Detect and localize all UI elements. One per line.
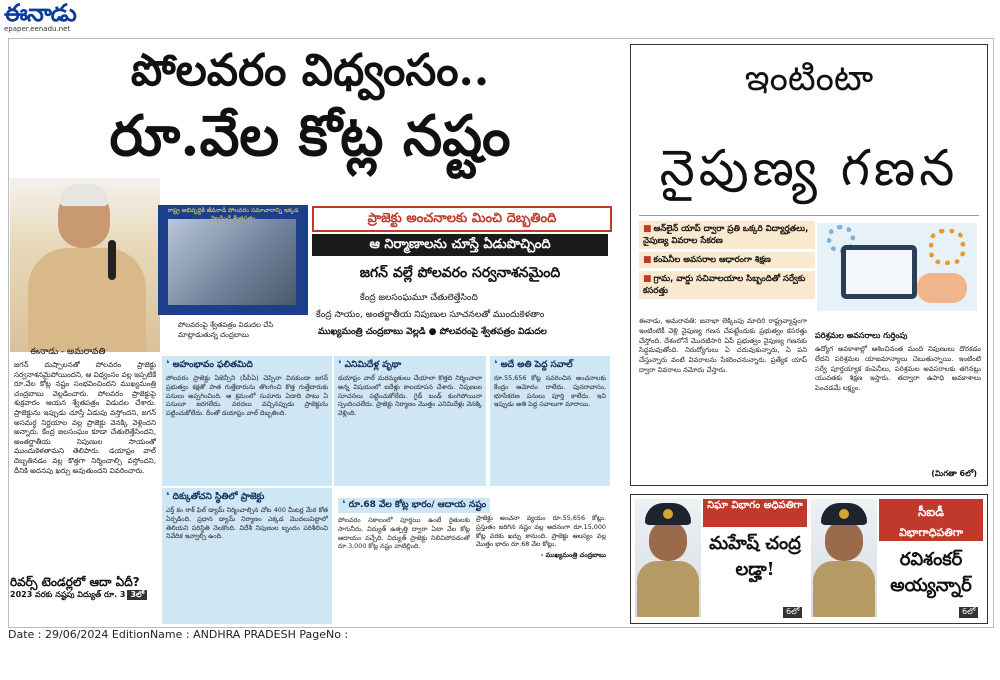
lead-bullet: ముఖ్యమంత్రి చంద్రబాబు వెల్లడి ● పోలవరంపై శ్వేతపత్రం విడుదల <box>318 327 547 337</box>
officer-role-tag: సీఐడీ <box>879 499 983 525</box>
masthead-url: epaper.eenadu.net <box>4 25 71 33</box>
panel-heading <box>166 359 253 372</box>
panel-heading-text: దిక్కుతోచని స్థితిలో ప్రాజెక్టు <box>172 492 265 502</box>
skill-census-continued: (మిగతా 6లో) <box>931 469 977 478</box>
officer-name: మహేష్ చంద్ర లడ్హా! <box>709 533 801 580</box>
story-panel[interactable] <box>490 356 610 486</box>
officer-name: రవిశంకర్ అయ్యన్నార్ <box>890 549 972 596</box>
masthead <box>4 2 94 32</box>
skill-census-title-line2: నైపుణ్య గణన <box>659 139 959 197</box>
microphone-icon <box>108 240 116 280</box>
skill-census-body-col2: ఉద్యోగ అవకాశాల్లో ఆశించినంత మంది నిపుణులు దొరకడం లేదని పరిశ్రమల యాజమాన్యాలు చెబుతున్నాయి. ఇంటింటి సర్వే పూర్తయ్యాక కంపెనీలు, పరిశ్రమల అవసరాలకు తగినట్లు యువతకు శిక్షణ ఇస్తారు. తద్వారా ఉపాధి అవకాశాలు పెంచడమే లక్ష్యం. <box>815 345 981 393</box>
panel-body: డయాఫ్రం వాల్ మరమ్మతులు చేయాలా కొత్తది నిర్మించాలా అన్న విషయంలో ఐదేళ్లు కాలయాపన చేశారు. నిపుణుల సూచనలు పట్టించుకోలేదు. గైడ్ బండ్ కుంగిపోయినా స్పందించలేదు. ప్రాజెక్టు నిర్మాణం మొత్తం ఎనిమిదేళ్లు వెనక్కి వెళ్లింది. <box>338 374 482 418</box>
photo-shape <box>825 521 863 561</box>
skill-census-body-col1: ఈనాడు, అమరావతి: జనాభా లెక్కింపు మాదిరి రాష్ట్రవ్యాప్తంగా ఇంటింటికీ వెళ్లి నైపుణ్య గణన చేపట్టేందుకు ప్రభుత్వం కసరత్తు చేస్తోంది. దేశంలోనే మొదటిసారి ఏపీ ప్రభుత్వం నైపుణ్య గణనకు సిద్ధమవుతోంది. నిరుద్యోగులు ఏ చదువుకున్నారు, ఏ పని చేస్తున్నారు వంటి వివరాలను సేకరించనున్నారు. ప్రత్యేక యాప్ ద్వారా వివరాలు నమోదు చేస్తారు. <box>639 317 807 374</box>
divider <box>639 215 979 216</box>
dateline: ఈనాడు - అమరావతి <box>30 347 106 357</box>
bullet-dot-icon: ❛ <box>494 359 498 370</box>
edition-footer: Date : 29/06/2024 EditionName : ANDHRA PRADESH PageNo : <box>8 628 349 641</box>
panel-body-col2-text: ప్రాజెక్టు అంచనా వ్యయం రూ.55,656 కోట్లు. ప్రస్తుతం జరిగిన నష్టం వల్ల అదనంగా రూ.15,000 కోట్ల వరకు ఖర్చు కానుంది. ప్రాజెక్టు ఆలస్యం వల్ల మొత్తం భారం రూ.68 వేల కోట్లు. <box>476 514 606 549</box>
lead-body-text: జగన్ దుష్పాలనతో పోలవరం ప్రాజెక్టు సర్వనాశనమైపోయిందని, ఆ విధ్వంసం వల్ల ఇప్పటికే రూ.వేల కోట్ల నష్టం సంభవించిందని ముఖ్యమంత్రి చంద్రబాబు వెల్లడించారు. పోలవరం ప్రాజెక్టుపై శుక్రవారం ఆయన శ్వేతపత్రం విడుదల చేశారు. ప్రాజెక్టును ఇప్పుడు చూస్తే ఏడుపు వస్తోందని, జగన్ అసమర్థ నిర్ణయాల వల్ల ప్రాజెక్టు వెనక్కి వెళ్లిందని అన్నారు. కేంద్ర జలసంఘం కూడా చేతులెత్తేసిందని, అంతర్జాతీయ నిపుణుల సాయంతో ముందుకెళతామని తెలిపారు. డయాఫ్రం వాల్ దెబ్బతినడం వల్ల కొత్తగా నిర్మించాల్సి వస్తోందని, దీనికి అదనపు ఖర్చు అవుతుందని వివరించారు. <box>14 360 156 475</box>
skill-census-bullet <box>639 271 815 299</box>
panel-heading-text: అహంభావం ఫలితమిది <box>172 360 253 370</box>
bullet-dot-icon: ❛ <box>166 491 170 502</box>
bullet-square-icon: ■ <box>643 274 652 284</box>
cap-badge-icon <box>839 509 849 519</box>
skill-census-bullet <box>639 252 815 268</box>
lead-bullet: కేంద్ర సాయం, అంతర్జాతీయ నిపుణుల సూచనలతో ముందుకెళతాం <box>316 310 545 320</box>
panel-heading <box>494 359 573 372</box>
officer-role-tag: నిఘా విభాగం అధిపతిగా <box>703 499 807 527</box>
officer-photo <box>811 499 877 617</box>
panel-heading <box>166 491 264 504</box>
police-cap-icon <box>645 503 691 525</box>
panel-body: ఎర్త్ కం రాక్ ఫిల్ డ్యామ్ నిర్మించాల్సిన చోట 400 మీటర్ల మేర కోత ఏర్పడింది. ప్రధాన డ్యామ్ నిర్మాణం ఎక్కడ మొదలుపెట్టాలో తెలియని పరిస్థితి నెలకొంది. విదేశీ నిపుణుల బృందం పరిశీలించి నివేదిక ఇవ్వాల్సి ఉంది. <box>166 506 328 541</box>
skill-census-bullets <box>639 221 815 302</box>
strip-title: రివర్స్ టెండర్లలో ఆదా ఏదీ? <box>10 575 140 589</box>
eenadu-logo[interactable]: ఈనాడు <box>4 0 76 27</box>
panel-body: పోలవరం ప్రాజెక్టు ఏజెన్సీని (పీపీఏ) చెప్పినా వినకుండా జగన్ ప్రభుత్వం కక్షతో పాత గుత్తేదారును తొలగించి కొత్త గుత్తేదారుకు పనులు అప్పగించింది. ఆ క్రమంలో సుమారు ఏడాది పాటు ఏ పనులూ జరగలేదు. వరదలు వచ్చినప్పుడు ప్రాజెక్టును పట్టించుకోలేదు. దీంతో డయాఫ్రం వాల్ దెబ్బతింది. <box>166 374 328 418</box>
police-cap-icon <box>821 503 867 525</box>
officer-role-subtag: విభాగాధిపతిగా <box>879 525 983 541</box>
skill-census-subhead: పరిశ్రమల అవసరాలు గుర్తింపు <box>815 331 981 342</box>
panel-heading <box>338 498 490 513</box>
strip-subtitle <box>10 590 158 600</box>
skill-census-bullet-text: ఆన్‌లైన్ యాప్ ద్వారా ప్రతి ఒక్కరి విద్యార్హతలు, నైపుణ్య వివరాల సేకరణ <box>643 224 809 246</box>
bullet-square-icon: ■ <box>643 255 652 265</box>
panel-body-col2 <box>476 514 606 620</box>
bullet-dot-icon: ❛ <box>338 359 342 370</box>
photo-shape <box>28 248 146 352</box>
officer-appointments[interactable] <box>630 494 988 624</box>
dam-image <box>168 219 296 305</box>
skill-census-bullet-text: కంపెనీల అవసరాల ఆధారంగా శిక్షణ <box>653 255 771 265</box>
photo-caption: పోలవరంపై శ్వేతపత్రం విడుదల చేసి మాట్లాడుతున్న చంద్రబాబు <box>178 321 274 339</box>
tablet-screen <box>846 250 912 294</box>
panel-sign: - ముఖ్యమంత్రి చంద్రబాబు <box>540 551 606 560</box>
story-panel[interactable] <box>162 356 332 486</box>
tablet-illustration <box>817 223 977 311</box>
panel-heading-text: అదే అతి పెద్ద సవాల్ <box>500 360 573 370</box>
reverse-tender-strip[interactable] <box>10 574 158 600</box>
cap-badge-icon <box>663 509 673 519</box>
bullet-square-icon: ■ <box>643 224 652 234</box>
photo-shape <box>813 561 875 617</box>
panel-heading <box>338 359 401 372</box>
lead-headline-line2: రూ.వేల కోట్ల నష్టం <box>109 103 511 169</box>
chief-minister-photo <box>10 178 160 352</box>
story-panel[interactable] <box>334 356 486 486</box>
panel-heading-text: ఎనిమిదేళ్ల వృథా <box>344 360 402 370</box>
skill-census-bullet-text: గ్రామ, వార్డు సచివాలయాల సిబ్బందితో సర్వేకు కసరత్తు <box>643 274 806 296</box>
subhead-2: ఆ నిర్మాణాలను చూస్తే ఏడుపొచ్చింది <box>312 234 608 256</box>
officer-photo <box>635 499 701 617</box>
hand-icon <box>917 273 967 303</box>
panel-body: పోలవరం సకాలంలో పూర్తయి ఉంటే రైతులకు సాగునీరు, విద్యుత్ ఉత్పత్తి ద్వారా ఏటా వేల కోట్ల ఆదాయం వచ్చేది. విద్యుత్ ప్రాజెక్టు నిలిచిపోవడంతో రూ.3,000 కోట్ల నష్టం వాటిల్లింది. <box>338 516 470 551</box>
panel-heading-text: రూ.68 వేల కోట్ల భారం/ ఆదాయ నష్టం <box>348 500 487 510</box>
screen-text: రాష్ట్ర అభివృద్ధికి జీవనాడి పోలవరం సమాచారాన్ని ఇక్కడ <box>167 207 299 214</box>
bullet-dot-icon: ❛ <box>166 359 170 370</box>
page-ref-badge: 6లో <box>959 607 978 618</box>
subhead-3: జగన్ వల్లే పోలవరం సర్వనాశనమైంది <box>312 262 608 284</box>
skill-census-story[interactable] <box>630 44 988 486</box>
lead-bullet: కేంద్ర జలసంఘమూ చేతులెత్తేసింది <box>360 293 478 303</box>
bullet-dot-icon: ❛ <box>342 499 346 510</box>
photo-shape <box>649 521 687 561</box>
photo-shape <box>637 561 699 617</box>
presentation-screen-photo <box>158 205 308 315</box>
story-panel[interactable] <box>334 494 610 624</box>
page-ref-badge: 6లో <box>783 607 802 618</box>
page-ref-badge: 3లో <box>127 590 147 600</box>
subhead-1: ప్రాజెక్టు అంచనాలకు మించి దెబ్బతింది <box>312 206 612 232</box>
tablet-icon <box>841 245 917 299</box>
skill-census-bullet <box>639 221 815 249</box>
story-panel[interactable] <box>162 488 332 624</box>
gear-icon <box>929 229 965 265</box>
photo-shape <box>60 184 108 206</box>
strip-sub-text: 2023 వరకు నష్టపు విద్యుత్ రూ. 3 <box>10 590 126 599</box>
panel-body: రూ.55,656 కోట్ల సవరించిన అంచనాలకు కేంద్రం ఆమోదం రాలేదు. పునరావాసం, భూసేకరణ పనులు పూర్తి కాలేదు. ఇవి ఇప్పుడు అతి పెద్ద సవాలుగా మారాయి. <box>494 374 606 409</box>
lead-headline-line1: పోలవరం విధ్వంసం.. <box>130 45 490 96</box>
skill-census-title-line1: ఇంటింటా <box>744 58 874 99</box>
